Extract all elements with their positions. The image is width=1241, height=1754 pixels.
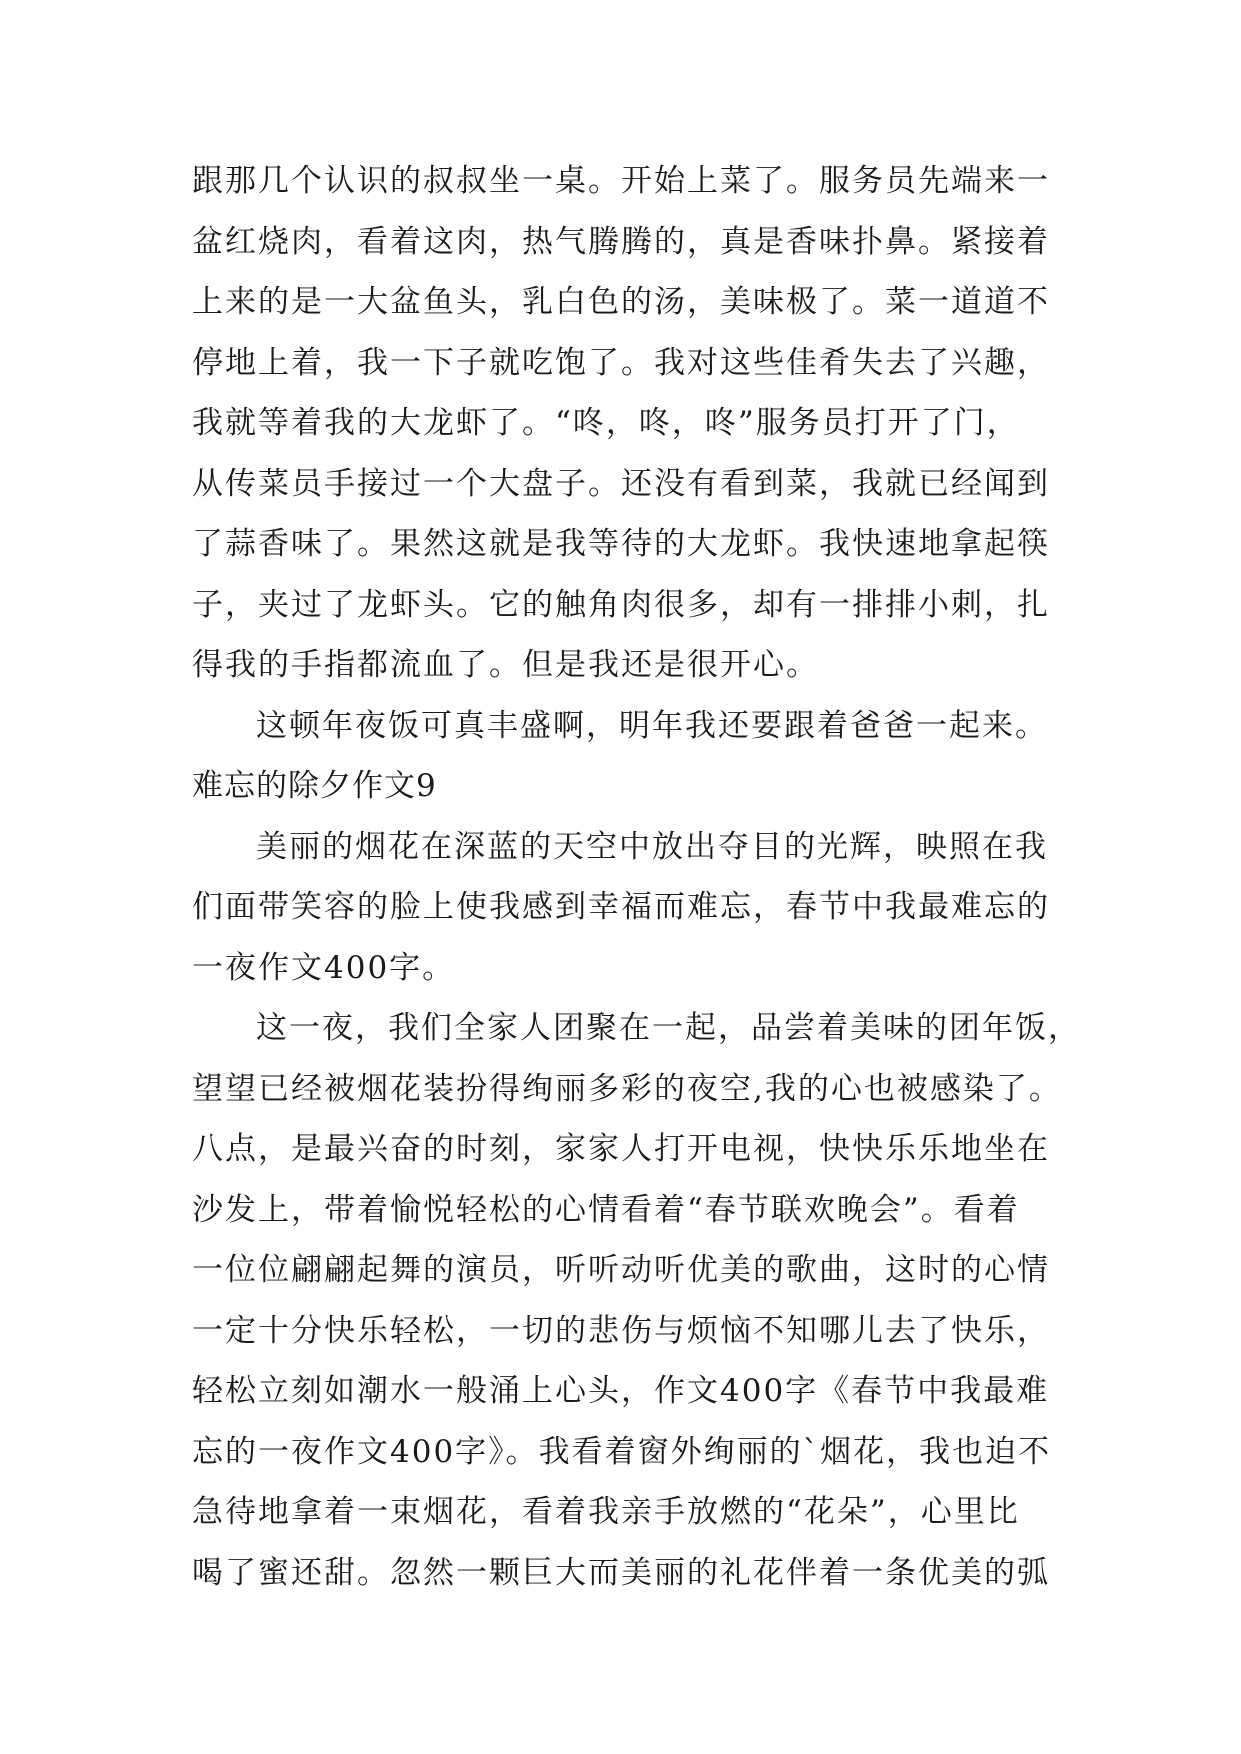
text-line: 沙发上，带着愉悦轻松的心情看着“春节联欢晚会”。看着: [192, 1191, 1020, 1228]
text-line: 盆红烧肉，看着这肉，热气腾腾的，真是香味扑鼻。紧接着: [192, 223, 1050, 260]
text-line: 一定十分快乐轻松，一切的悲伤与烦恼不知哪儿去了快乐，: [192, 1312, 1050, 1349]
text-line: 喝了蜜还甜。忽然一颗巨大而美丽的礼花伴着一条优美的弧: [192, 1554, 1050, 1591]
text-line: 我就等着我的大龙虾了。“咚，咚，咚”服务员打开了门，: [192, 405, 1020, 441]
paragraph-start-line: 美丽的烟花在深蓝的天空中放出夺目的光辉，映照在我: [256, 828, 1048, 865]
document-body: [192, 151, 1081, 1603]
text-line: 八点，是最兴奋的时刻，家家人打开电视，快快乐乐地坐在: [192, 1131, 1050, 1167]
text-line: 一位位翩翩起舞的演员，听听动听优美的歌曲，这时的心情: [192, 1252, 1050, 1288]
paragraph-start-line: 这一夜，我们全家人团聚在一起，品尝着美味的团年饭，: [256, 1010, 1081, 1046]
text-line: 轻松立刻如潮水一般涌上心头，作文400字《春节中我最难: [192, 1373, 1050, 1409]
text-line: 子，夹过了龙虾头。它的触角肉很多，却有一排排小刺，扎: [192, 586, 1050, 623]
section-heading: 难忘的除夕作文9: [192, 768, 437, 804]
text-line: 上来的是一大盆鱼头，乳白色的汤，美味极了。菜一道道不: [192, 284, 1050, 320]
text-line: 得我的手指都流血了。但是我还是很开心。: [192, 647, 819, 683]
text-line: 了蒜香味了。果然这就是我等待的大龙虾。我快速地拿起筷: [192, 526, 1050, 562]
text-line: 急待地拿着一束烟花，看着我亲手放燃的“花朵”，心里比: [192, 1494, 1020, 1530]
text-line: 停地上着，我一下子就吃饱了。我对这些佳肴失去了兴趣，: [192, 344, 1050, 381]
text-line: 跟那几个认识的叔叔坐一桌。开始上菜了。服务员先端来一: [192, 163, 1050, 199]
text-line: 一夜作文400字。: [192, 949, 456, 986]
paragraph-start-line: 这顿年夜饭可真丰盛啊，明年我还要跟着爸爸一起来。: [256, 707, 1048, 744]
text-line: 忘的一夜作文400字》。我看着窗外绚丽的`烟花，我也迫不: [192, 1433, 1052, 1470]
text-line: 望望已经被烟花装扮得绚丽多彩的夜空,我的心也被感染了。: [192, 1070, 1062, 1107]
text-line: 从传菜员手接过一个大盘子。还没有看到菜，我就已经闻到: [192, 465, 1050, 502]
text-line: 们面带笑容的脸上使我感到幸福而难忘，春节中我最难忘的: [192, 889, 1050, 925]
